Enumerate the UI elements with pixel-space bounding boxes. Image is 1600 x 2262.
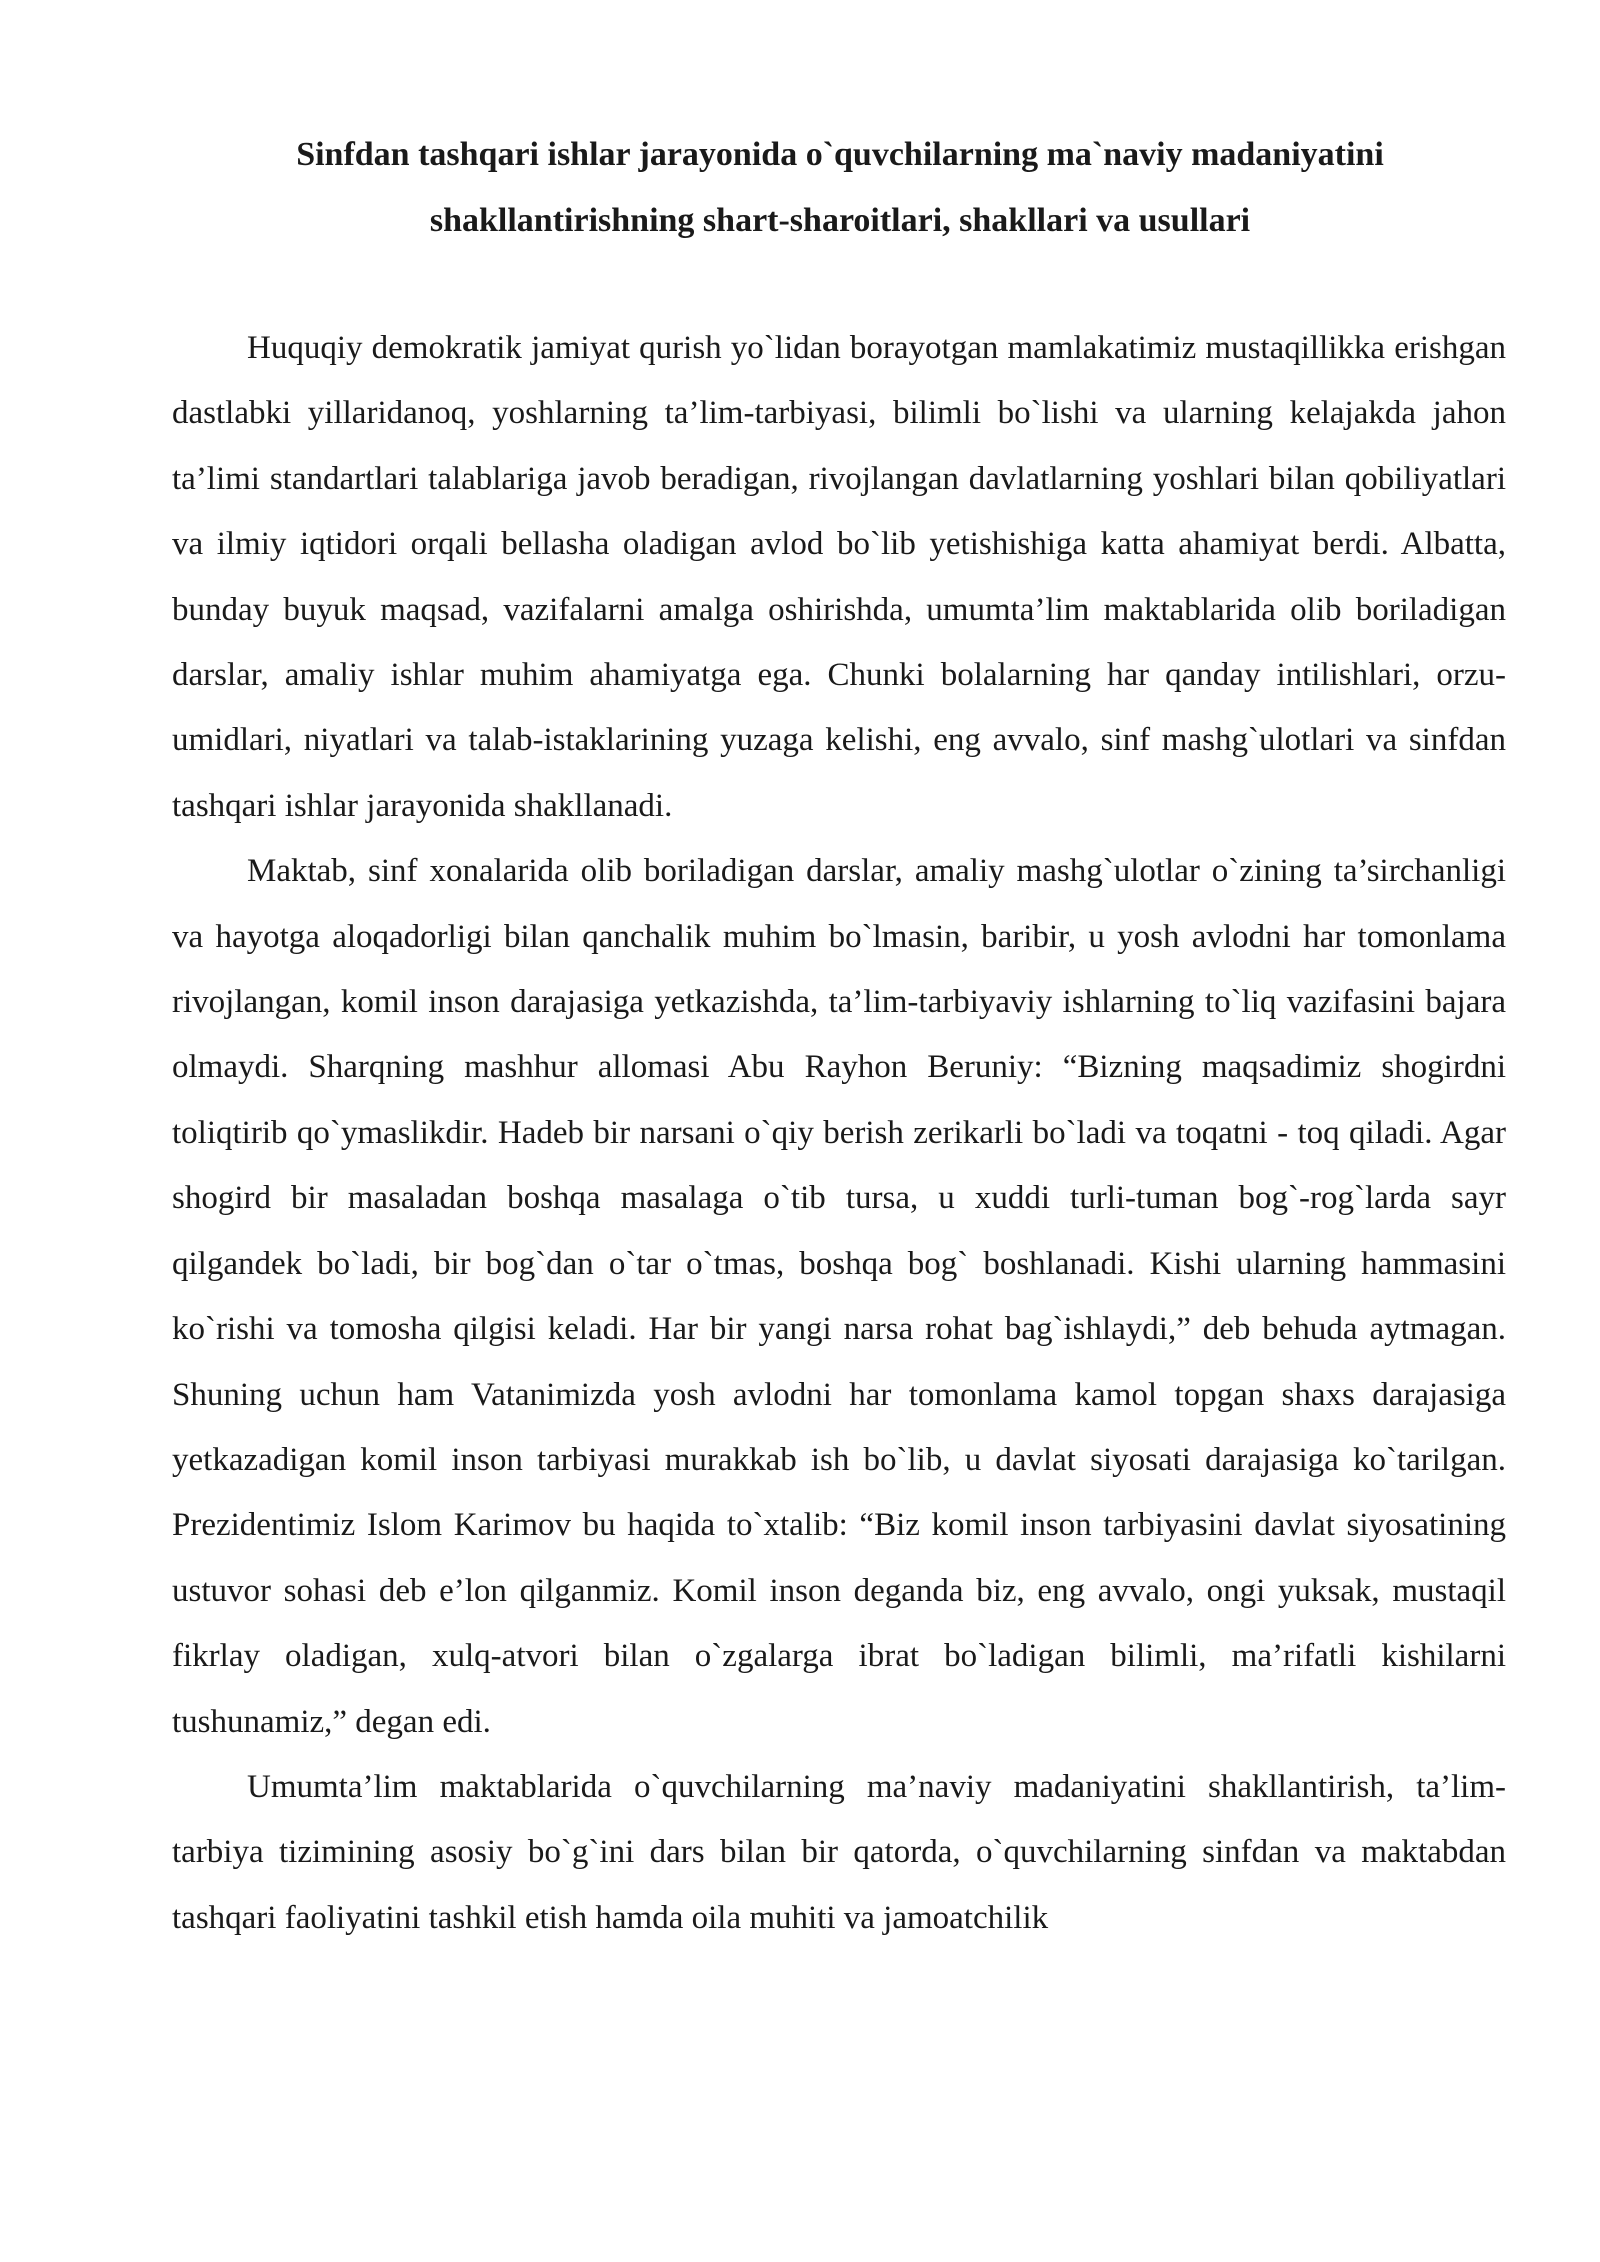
title-line-1: Sinfdan tashqari ishlar jarayonida o`quvchilarning ma`naviy madaniyatini (296, 136, 1384, 173)
paragraph-2: Maktab, sinf xonalarida olib boriladigan darslar, amaliy mashg`ulotlar o`zining ta’sirchanligi va hayotga aloqadorligi bilan qanchalik muhim bo`lmasin, baribir, u yosh avlodni har tomonlama rivojlangan, komil inson darajasiga yetkazishda, ta’lim-tarbiyaviy ishlarning to`liq vazifasini bajara olmaydi. Sharqning mashhur allomasi Abu Rayhon Beruniy: “Bizning maqsadimiz shogirdni toliqtirib qo`ymaslikdir. Hadeb bir narsani o`qiy berish zerikarli bo`ladi va toqatni - toq qiladi. Agar shogird bir masaladan boshqa masalaga o`tib tursa, u xuddi turli-tuman bog`-rog`larda sayr qilgandek bo`ladi, bir bog`dan o`tar o`tmas, boshqa bog` boshlanadi. Kishi ularning hammasini ko`rishi va tomosha qilgisi keladi. Har bir yangi narsa rohat bag`ishlaydi,” deb behuda aytmagan. Shuning uchun ham Vatanimizda yosh avlodni har tomonlama kamol topgan shaxs darajasiga yetkazadigan komil inson tarbiyasi murakkab ish bo`lib, u davlat siyosati darajasiga ko`tarilgan. Prezidentimiz Islom Karimov bu haqida to`xtalib: “Biz komil inson tarbiyasini davlat siyosatining ustuvor sohasi deb e’lon qilganmiz. Komil inson deganda biz, eng avvalo, ongi yuksak, mustaqil fikrlay oladigan, xulq-atvori bilan o`zgalarga ibrat bo`ladigan bilimli, ma’rifatli kishilarni tushunamiz,” degan edi. (172, 853, 1506, 1740)
document-body (172, 316, 1506, 1951)
document-title (170, 122, 1510, 254)
paragraph-3: Umumta’lim maktablarida o`quvchilarning ma’naviy madaniyatini shakllantirish, ta’lim-tarbiya tizimining asosiy bo`g`ini dars bilan bir qatorda, o`quvchilarning sinfdan va maktabdan tashqari faoliyatini tashkil etish hamda oila muhiti va jamoatchilik (172, 1768, 1506, 1936)
title-line-2: shakllantirishning shart-sharoitlari, shakllari va usullari (429, 202, 1251, 239)
paragraph-1: Huquqiy demokratik jamiyat qurish yo`lidan borayotgan mamlakatimiz mustaqillikka erishgan dastlabki yillaridanoq, yoshlarning ta’lim-tarbiyasi, bilimli bo`lishi va ularning kelajakda jahon ta’limi standartlari talablariga javob beradigan, rivojlangan davlatlarning yoshlari bilan qobiliyatlari va ilmiy iqtidori orqali bellasha oladigan avlod bo`lib yetishishiga katta ahamiyat berdi. Albatta, bunday buyuk maqsad, vazifalarni amalga oshirishda, umumta’lim maktablarida olib boriladigan darslar, amaliy ishlar muhim ahamiyatga ega. Chunki bolalarning har qanday intilishlari, orzu-umidlari, niyatlari va talab-istaklarining yuzaga kelishi, eng avvalo, sinf mashg`ulotlari va sinfdan tashqari ishlar jarayonida shakllanadi. (172, 330, 1506, 824)
